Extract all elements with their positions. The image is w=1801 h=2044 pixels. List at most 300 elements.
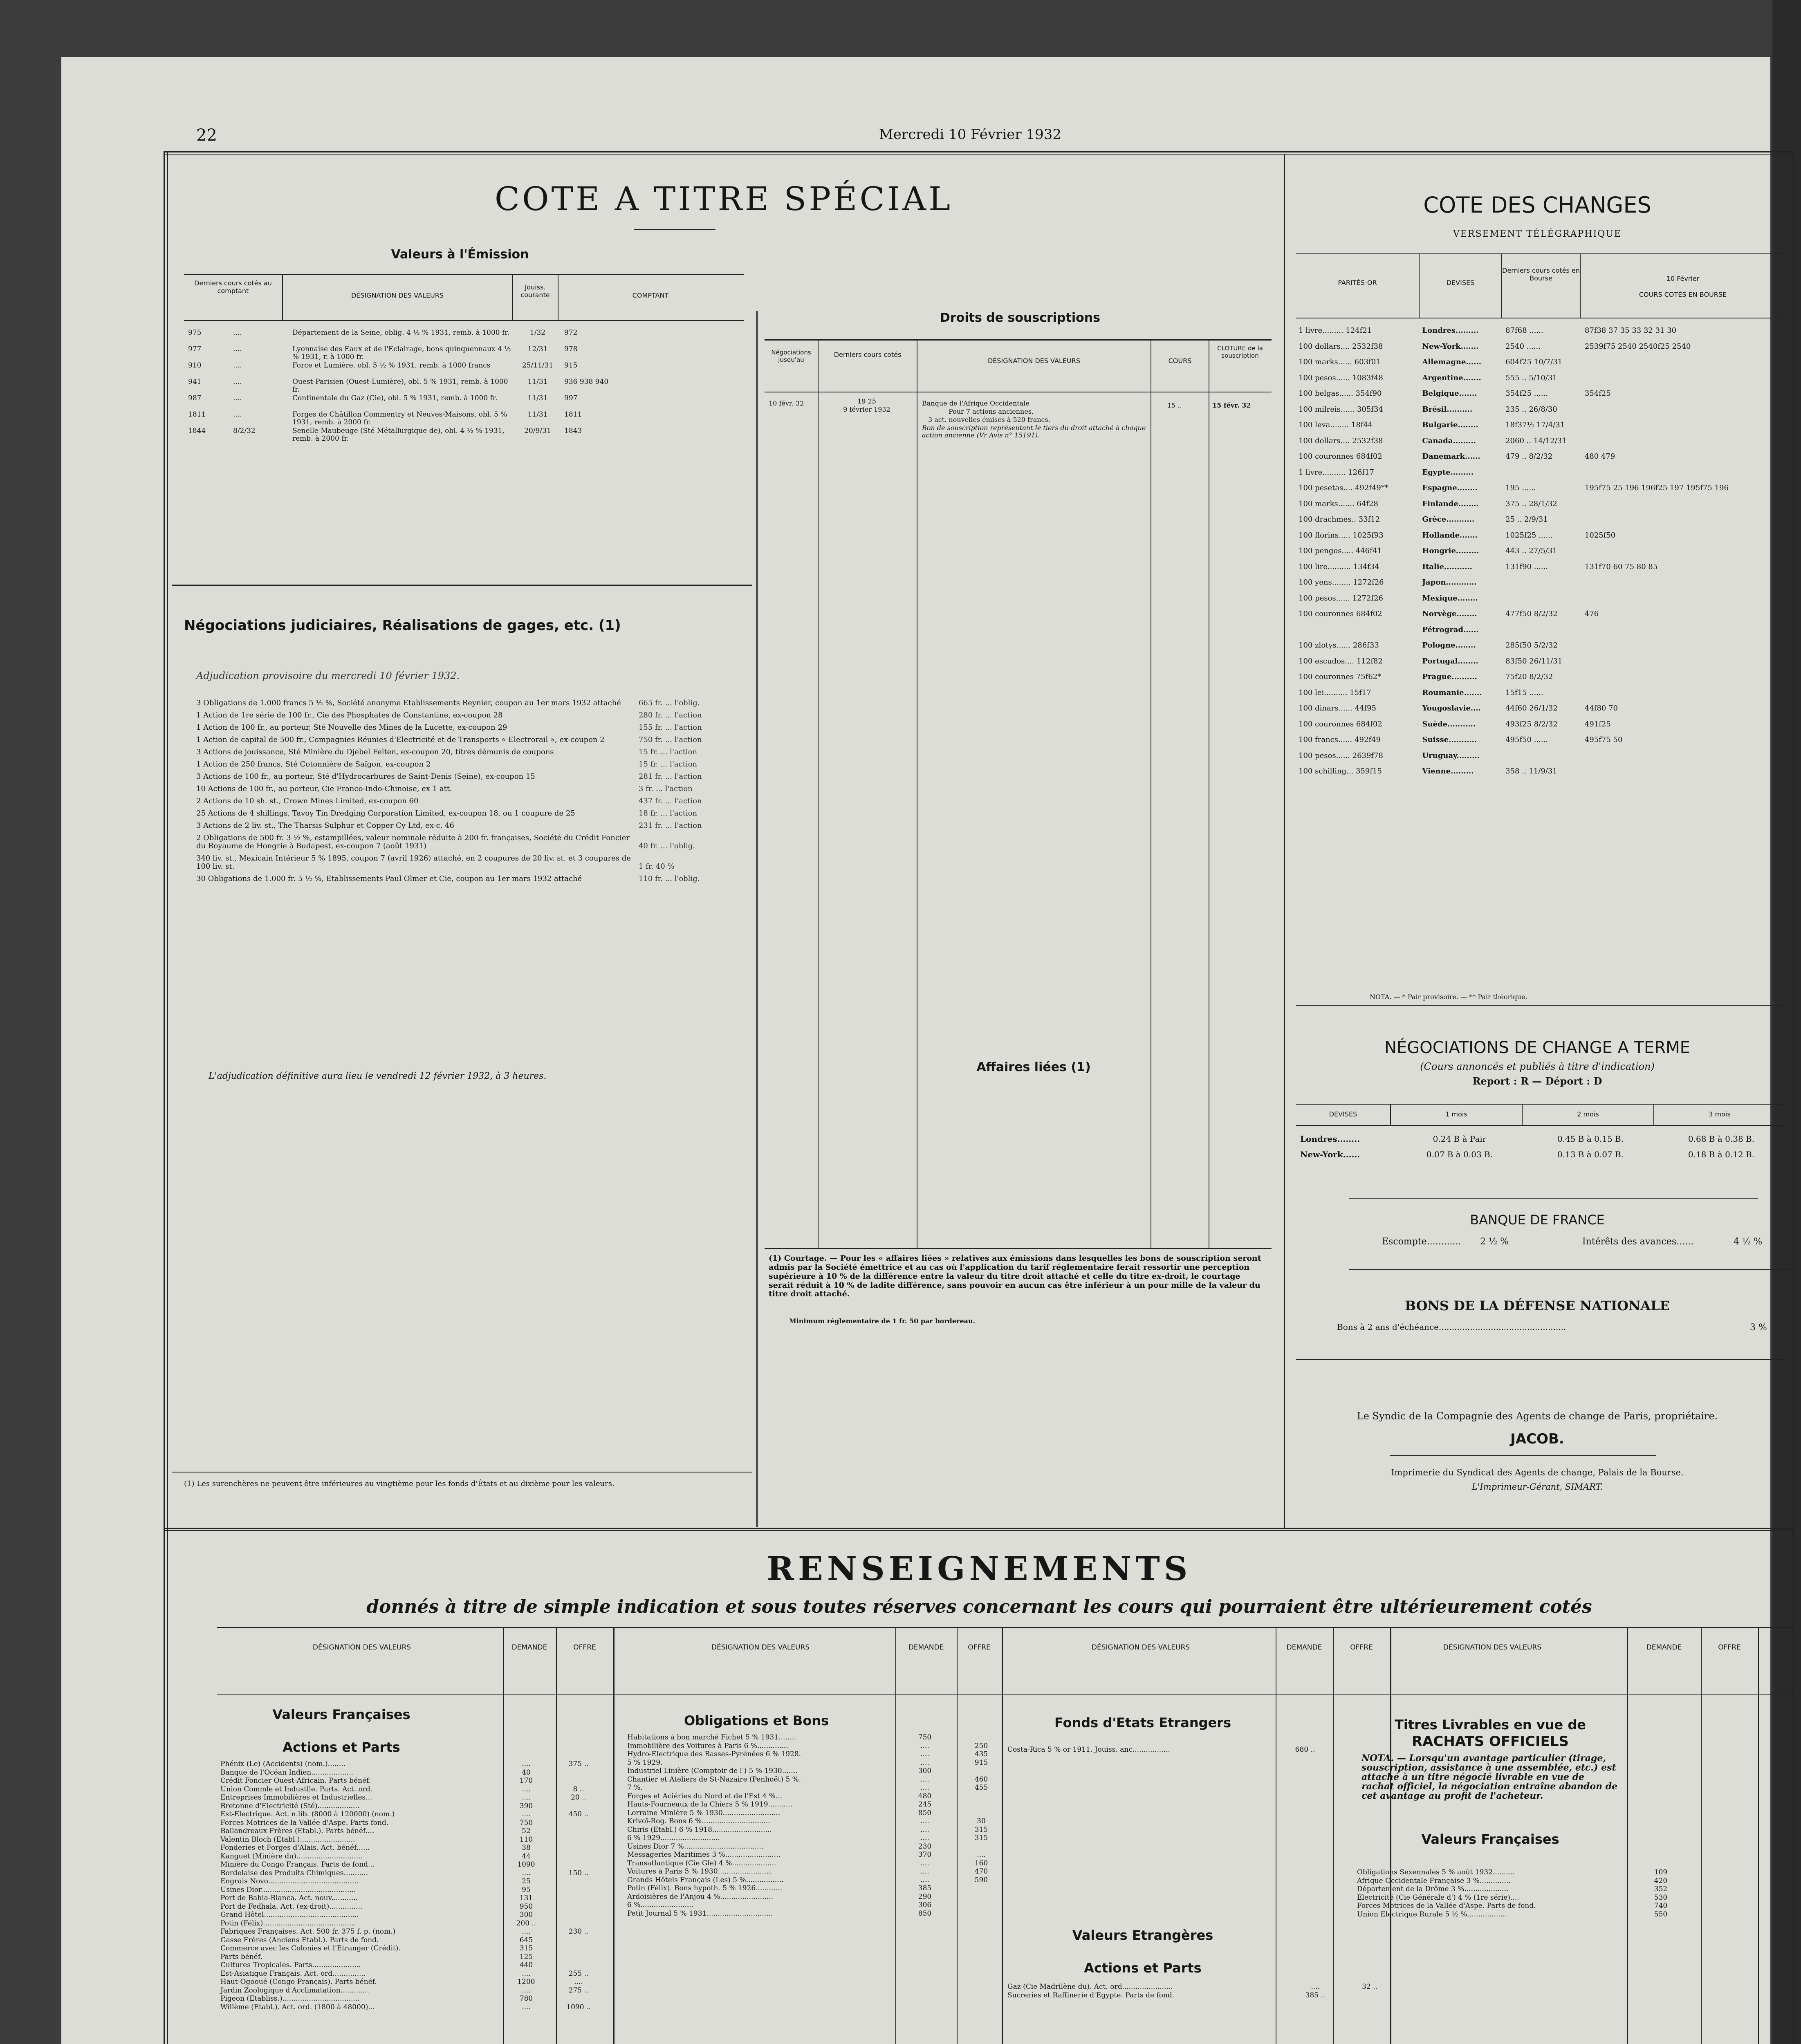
ren-vrule <box>1627 1628 1628 2044</box>
col1-row <box>219 1827 605 1836</box>
change-devise: Canada......... <box>1422 436 1476 445</box>
col4-h2: Valeurs Françaises <box>1421 1831 1559 1847</box>
terme-subtitle: (Cours annoncés et publiés à titre d'indication) <box>1420 1061 1655 1072</box>
col2-demande: 230 <box>918 1842 932 1851</box>
change-cours <box>1582 626 1787 642</box>
change-row <box>1296 500 1787 516</box>
judiciaire-designation: 3 Actions de 100 fr., au porteur, Sté d'Hydrocarbures de Saint-Denis (Seine), ex-coupon 15 <box>196 772 535 781</box>
change-cours <box>1582 374 1787 390</box>
col2-offre: 250 <box>974 1741 988 1750</box>
ren-col-designation: DÉSIGNATION DES VALEURS <box>1443 1643 1542 1652</box>
change-last: 83f50 26/11/31 <box>1505 657 1563 666</box>
terme-value: 0.24 B à Pair <box>1433 1134 1487 1144</box>
col1-row <box>219 1785 605 1794</box>
col4-row <box>1355 1885 1749 1894</box>
col4-offre <box>1697 1877 1749 1885</box>
col2-offre <box>955 1809 1007 1818</box>
judiciaire-row <box>184 724 744 732</box>
change-parite: 100 belgas...... 354f90 <box>1299 389 1382 398</box>
change-row <box>1296 673 1787 689</box>
col2-row <box>626 1817 1007 1826</box>
judiciaires-subtitle: Adjudication provisoire du mercredi 10 février 1932. <box>196 670 460 681</box>
col-cours: COURS <box>1151 341 1209 392</box>
change-last: 358 .. 11/9/31 <box>1505 767 1557 775</box>
col1-row <box>219 1877 605 1886</box>
terme-row <box>1296 1134 1787 1150</box>
col2-designation: Chantier et Ateliers de St-Nazaire (Penhoët) 5 %. <box>627 1775 801 1784</box>
change-row <box>1296 343 1787 359</box>
col4-designation: Union Electrique Rurale 5 ½ %.................. <box>1357 1910 1507 1918</box>
emission-jouis: 11/31 <box>527 410 548 419</box>
col1-demande: 440 <box>519 1961 533 1969</box>
change-row <box>1296 594 1787 610</box>
col3-h3: Actions et Parts <box>1084 1960 1202 1976</box>
col1-row <box>219 1860 605 1869</box>
col1-demande: .... <box>522 1927 531 1936</box>
change-devise: Pétrograd...... <box>1422 625 1479 634</box>
col2-designation: Petit Journal 5 % 1931.............................. <box>627 1909 773 1918</box>
col1-row <box>219 1810 605 1819</box>
col2-demande: 850 <box>918 1809 932 1817</box>
sous-nego: 10 févr. 32 <box>769 399 804 407</box>
col2-designation: Krivoï-Rog. Bons 6 %............................... <box>627 1817 770 1825</box>
emission-rows <box>184 321 744 444</box>
judiciaires-footnote: (1) Les surenchères ne peuvent être inférieures au vingtième pour les fonds d'États et au dixième pour les valeurs. <box>184 1479 615 1488</box>
change-last <box>1503 468 1582 484</box>
col1-row <box>219 1760 605 1768</box>
change-devise: Pologne........ <box>1422 641 1476 650</box>
col2-demande: .... <box>920 1741 929 1750</box>
col1-designation: Commerce avec les Colonies et l'Etranger (Crédit). <box>220 1944 401 1952</box>
avances-label: Intérêts des avances...... <box>1582 1237 1694 1247</box>
emission-comptant: 915 <box>564 361 578 370</box>
col1-designation: Pigeon (Etabliss.)................................... <box>220 1995 360 2003</box>
judiciaire-row <box>184 809 744 818</box>
col4-row <box>1355 1902 1749 1910</box>
col1-demande: 315 <box>519 1944 533 1952</box>
col2-offre: 455 <box>974 1784 988 1792</box>
gerant: L'Imprimeur-Gérant, SIMART. <box>1471 1482 1603 1492</box>
col1-demande: 200 .. <box>516 1919 536 1927</box>
emission-row <box>184 411 744 427</box>
bons-label: Bons à 2 ans d'échéance................................................. <box>1337 1322 1566 1332</box>
col1-designation: Engrais Novo......................................... <box>220 1877 359 1885</box>
col-designation-2: DÉSIGNATION DES VALEURS <box>917 341 1151 392</box>
col1-row <box>219 1927 605 1936</box>
change-last: 493f25 8/2/32 <box>1505 719 1558 728</box>
col4-offre <box>1697 1894 1749 1902</box>
col1-row <box>219 1836 605 1844</box>
col1-offre <box>552 1802 605 1811</box>
courtage-footnote: (1) Courtage. — Pour les « affaires liées » relatives aux émissions dans lesquelles les bons de souscription seront admis par la Société émettrice et au cas où l'application du tarif réglementaire ferait ressortir une perception supérieure à 10 % de la différence entre la valeur du titre droit attaché et celle du titre ex-droit, le courtage serait réduit à 10 % de ladite différence, sans pouvoir en aucun cas être inférieur à un pour mille de la valeur du titre droit attaché. <box>769 1254 1261 1299</box>
change-last: 285f50 5/2/32 <box>1505 641 1558 650</box>
col4-offre <box>1697 1868 1749 1877</box>
change-cours <box>1582 515 1787 531</box>
judiciaire-row <box>184 785 744 793</box>
emission-table <box>184 275 744 444</box>
change-last: 195 ...... <box>1505 484 1536 492</box>
col2-row <box>626 1784 1007 1792</box>
col1-demande: .... <box>522 1810 531 1818</box>
change-row <box>1296 752 1787 768</box>
emission-jouis: 25/11/31 <box>522 361 554 370</box>
change-parite: 100 lei.......... 15f17 <box>1299 688 1371 697</box>
terme-devise: Londres........ <box>1300 1134 1360 1144</box>
terme-col-2: 2 mois <box>1523 1105 1654 1125</box>
col4-offre <box>1697 1885 1749 1894</box>
judiciaire-price: 750 fr. ... l'action <box>638 735 702 744</box>
change-devise: Brésil.......... <box>1422 405 1473 414</box>
souscriptions-table <box>765 341 1272 1526</box>
change-last: 235 .. 26/8/30 <box>1505 405 1557 414</box>
col2-row <box>626 1851 1007 1859</box>
change-last: 87f68 ...... <box>1505 326 1543 335</box>
col2-offre <box>955 1893 1007 1901</box>
sous-d4: Bon de souscription représentant le tiers du droit attaché à chaque action ancienne (Vr Avis n° 15191). <box>922 424 1146 439</box>
col1-offre <box>552 1819 605 1827</box>
col1-row <box>219 1894 605 1903</box>
col2-row <box>626 1901 1007 1910</box>
change-cours <box>1582 406 1787 421</box>
change-cours <box>1582 767 1787 783</box>
col-nego: Négociations jusqu'au <box>765 341 819 392</box>
col1-demande: 645 <box>519 1936 533 1944</box>
change-parite <box>1296 626 1420 642</box>
col-last-bourse: Derniers cours cotés en Bourse <box>1502 254 1581 318</box>
col1-demande: 750 <box>519 1818 533 1827</box>
col1-offre <box>552 1894 605 1903</box>
ren-vrule <box>1701 1628 1702 2044</box>
change-row <box>1296 704 1787 720</box>
judiciaire-row <box>184 797 744 805</box>
col1-demande: .... <box>522 1986 531 1995</box>
col1-designation: Gasse Frères (Anciens Etabl.). Parts de fond. <box>220 1936 379 1944</box>
judiciaire-row <box>184 711 744 719</box>
col4-demande: 550 <box>1654 1910 1668 1918</box>
col2-demande: .... <box>920 1758 929 1767</box>
judiciaire-price: 18 fr. ... l'action <box>638 809 698 818</box>
change-devise: Mexique........ <box>1422 594 1478 603</box>
col1-offre: 1090 .. <box>566 2003 591 2011</box>
col1-demande: 44 <box>522 1852 531 1860</box>
col1-designation: Parts bénéf. <box>220 1952 262 1961</box>
col1-designation: Cultures Tropicales. Parts...................... <box>220 1961 361 1969</box>
col4-row <box>1355 1868 1749 1877</box>
col2-demande: .... <box>920 1859 929 1867</box>
col2-offre: 30 <box>977 1817 986 1825</box>
bons-value: 3 % <box>1750 1322 1767 1333</box>
col1-offre <box>552 1860 605 1869</box>
change-row <box>1296 563 1787 579</box>
syndic-name: JACOB. <box>1510 1431 1564 1447</box>
col2-designation: 7 %. <box>627 1784 643 1792</box>
ren-vrule <box>1333 1628 1334 2044</box>
col1-demande: .... <box>522 1785 531 1793</box>
col1-demande: 110 <box>519 1835 533 1844</box>
emission-last: 1811 <box>188 410 206 419</box>
change-row <box>1296 657 1787 673</box>
col1-offre <box>552 1844 605 1852</box>
change-last: 477f50 8/2/32 <box>1505 610 1558 618</box>
cote-title: COTE A TITRE SPÉCIAL <box>494 180 953 218</box>
col1-designation: Union Commle et Industlle. Parts. Act. ord. <box>220 1785 373 1793</box>
page-number: 22 <box>196 126 217 145</box>
col1-demande: 38 <box>522 1844 531 1852</box>
col-cloture: CLOTURE de la souscription <box>1217 345 1263 359</box>
change-devise: Belgique....... <box>1422 389 1477 398</box>
terme-devise: New-York...... <box>1300 1150 1360 1159</box>
emission-last: 977 <box>188 345 202 353</box>
judiciaire-price: 281 fr. ... l'action <box>638 772 702 781</box>
judiciaire-designation: 1 Action de capital de 500 fr., Compagnies Réunies d'Electricité et de Transports « Electrorail », ex-coupon 2 <box>196 735 605 744</box>
col2-demande: .... <box>920 1775 929 1784</box>
judiciaire-row <box>184 854 744 871</box>
col1-demande: 131 <box>519 1894 533 1902</box>
col1-row <box>219 1886 605 1894</box>
change-devise: Hollande....... <box>1422 531 1478 540</box>
col1-offre <box>552 1919 605 1928</box>
change-cours <box>1582 358 1787 374</box>
judiciaire-row <box>184 834 744 850</box>
change-cours <box>1582 657 1787 673</box>
change-last: 375 .. 28/1/32 <box>1505 499 1557 508</box>
change-row <box>1296 327 1787 343</box>
col1-offre <box>552 1961 605 1970</box>
change-last: 2060 .. 14/12/31 <box>1505 436 1567 445</box>
col1-demande: 300 <box>519 1911 533 1919</box>
terme-rows <box>1296 1126 1787 1165</box>
change-row <box>1296 578 1787 594</box>
col-date: 10 Février <box>1666 275 1700 282</box>
change-row <box>1296 421 1787 437</box>
change-parite: 100 drachmes.. 33f12 <box>1299 515 1380 524</box>
col2-offre: 315 <box>974 1825 988 1834</box>
col1-row <box>219 1970 605 1978</box>
col2-designation: Ardoisières de l'Anjou 4 %........................ <box>627 1892 774 1901</box>
col1-designation: Valentin Bloch (Etabl.)......................... <box>220 1835 355 1844</box>
col4-row <box>1355 1877 1749 1885</box>
change-row <box>1296 484 1787 500</box>
col1-demande: .... <box>522 2003 531 2011</box>
change-cours: 491f25 <box>1584 719 1611 728</box>
ren-col-demande: DEMANDE <box>1646 1643 1682 1652</box>
change-last: 1025f25 ...... <box>1505 531 1553 540</box>
syndic-line: Le Syndic de la Compagnie des Agents de change de Paris, propriétaire. <box>1357 1410 1718 1422</box>
col1-designation: Banque de l'Océan Indien................... <box>220 1768 354 1777</box>
emission-designation: Continentale du Gaz (Cie), obl. 5 % 1931, remb. à 1000 fr. <box>292 394 498 402</box>
emission-designation: Senelle-Maubeuge (Sté Métallurgique de), obl. 4 ½ % 1931, remb. à 2000 fr. <box>292 427 505 443</box>
ren-col-designation: DÉSIGNATION DES VALEURS <box>711 1643 810 1652</box>
change-parite: 100 dinars...... 44f95 <box>1299 704 1377 713</box>
col3-h2: Valeurs Etrangères <box>1072 1927 1213 1943</box>
col2-designation: Lorraine Minière 5 % 1930.......................... <box>627 1809 781 1817</box>
renseignements-title: RENSEIGNEMENTS <box>767 1549 1192 1588</box>
change-parite: 100 pesos...... 1083f48 <box>1299 373 1383 382</box>
col2-row <box>626 1834 1007 1842</box>
change-parite: 100 dollars.... 2532f38 <box>1299 436 1383 445</box>
col2-designation: Voitures à Paris 5 % 1930......................... <box>627 1867 773 1876</box>
change-parite: 1 livre.......... 126f17 <box>1299 468 1374 477</box>
col2-offre: 160 <box>974 1859 988 1867</box>
changes-rows <box>1296 318 1787 783</box>
col2-offre: 915 <box>974 1758 988 1767</box>
col1-offre <box>552 1768 605 1777</box>
col2-designation: 6 % 1929........................... <box>627 1834 720 1842</box>
col1-offre <box>552 1911 605 1919</box>
change-devise: Suisse........... <box>1422 735 1477 744</box>
col3-h1: Fonds d'Etats Etrangers <box>1054 1715 1231 1730</box>
change-last: 604f25 10/7/31 <box>1505 358 1563 366</box>
emission-jouis: 11/31 <box>527 378 548 386</box>
emission-designation: Forges de Châtillon Commentry et Neuves-Maisons, obl. 5 % 1931, remb. à 2000 fr. <box>292 410 507 426</box>
change-devise: Egypte......... <box>1422 468 1474 477</box>
change-cours <box>1582 752 1787 768</box>
change-devise: Uruguay......... <box>1422 751 1480 760</box>
terme-row <box>1296 1150 1787 1165</box>
change-parite: 100 francs...... 492f49 <box>1299 735 1381 744</box>
col2-demande: 306 <box>918 1901 932 1909</box>
col1-demande: 780 <box>519 1995 533 2003</box>
terme-col-1: 1 mois <box>1391 1105 1523 1125</box>
col1-designation: Haut-Ogooué (Congo Français). Parts bénéf. <box>220 1978 377 1986</box>
escompte-value: 2 ½ % <box>1480 1237 1509 1247</box>
col2-designation: Chiris (Etabl.) 6 % 1918........................... <box>627 1825 772 1834</box>
change-devise: Portugal........ <box>1422 657 1478 666</box>
col1-designation: Port de Fedhala. Act. (ex-droit)............... <box>220 1902 363 1911</box>
sous-cours: 15 .. <box>1167 401 1182 409</box>
emission-last-date: 8/2/32 <box>233 427 256 435</box>
ren-vrule <box>613 1628 615 2044</box>
change-parite: 100 marks...... 603f01 <box>1299 358 1381 366</box>
change-devise: Vienne......... <box>1422 767 1474 775</box>
change-parite: 100 marks....... 64f28 <box>1299 499 1378 508</box>
col2-designation: Grands Hôtels Français (Les) 5 %................. <box>627 1876 784 1884</box>
col2-row <box>626 1842 1007 1851</box>
judiciaire-row <box>184 822 744 830</box>
col1-offre <box>552 1827 605 1836</box>
col4-offre <box>1697 1902 1749 1910</box>
col2-demande: 300 <box>918 1767 932 1775</box>
change-devise: Danemark...... <box>1422 452 1480 461</box>
emission-last-date: .... <box>233 329 242 337</box>
newspaper-page <box>61 57 1770 2044</box>
col2-h1: Obligations et Bons <box>684 1713 829 1728</box>
emission-last-date: .... <box>233 394 242 402</box>
sous-last-date: 9 février 1932 <box>843 406 890 413</box>
emission-row <box>184 394 744 411</box>
sous-cloture: 15 févr. 32 <box>1212 401 1251 409</box>
renseignements-subtitle: donnés à titre de simple indication et sous toutes réserves concernant les cours qui pourraient être ultérieurement cotés <box>366 1596 1592 1617</box>
col1-demande: .... <box>522 1760 531 1768</box>
col1-demande: .... <box>522 1969 531 1978</box>
judiciaire-price: 665 fr. ... l'oblig. <box>638 699 700 707</box>
change-row <box>1296 374 1787 390</box>
col3-designation: Sucreries et Raffinerie d'Egypte. Parts de fond. <box>1007 1991 1175 1999</box>
col1-row <box>219 1978 605 1986</box>
judiciaire-price: 15 fr. ... l'action <box>638 760 698 769</box>
change-last <box>1503 578 1582 594</box>
emission-comptant: 972 <box>564 329 578 337</box>
ren-col-demande: DEMANDE <box>511 1643 547 1652</box>
col3-row <box>1006 1983 1396 1991</box>
col3-offre <box>1343 1991 1396 2000</box>
change-cours <box>1582 500 1787 516</box>
col1-designation: Fonderies et Forges d'Alais. Act. bénéf...... <box>220 1844 370 1852</box>
col2-designation: Immobilière des Voitures à Paris 6 %.............. <box>627 1741 788 1750</box>
judiciaire-row <box>184 736 744 744</box>
change-last: 555 .. 5/10/31 <box>1505 373 1557 382</box>
col1-offre: .... <box>574 1978 583 1986</box>
col1-demande: .... <box>522 1869 531 1877</box>
ren-col-offre: OFFRE <box>968 1643 991 1652</box>
banque-title: BANQUE DE FRANCE <box>1470 1212 1605 1228</box>
emission-title: Valeurs à l'Émission <box>391 247 529 262</box>
col2-offre <box>955 1842 1007 1851</box>
avances-value: 4 ½ % <box>1734 1237 1763 1247</box>
col1-offre <box>552 1995 605 2003</box>
col1-h1: Valeurs Françaises <box>272 1707 410 1722</box>
col2-demande: 290 <box>918 1892 932 1901</box>
col4-demande: 109 <box>1654 1868 1668 1876</box>
change-devise: Norvège........ <box>1422 610 1477 618</box>
col1-row <box>219 1844 605 1852</box>
change-cours: 195f75 25 196 196f25 197 195f75 196 <box>1584 484 1729 492</box>
judiciaire-designation: 25 Actions de 4 shillings, Tavoy Tin Dredging Corporation Limited, ex-coupon 18, ou 1 coupure de 25 <box>196 809 575 818</box>
sous-d1: Banque de l'Afrique Occidentale <box>922 399 1029 407</box>
emission-designation: Force et Lumière, obl. 5 ½ % 1931, remb. à 1000 francs <box>292 361 491 370</box>
col2-designation: Hydro-Electrique des Basses-Pyrénées 6 % 1928. <box>627 1750 801 1758</box>
judiciaire-designation: 10 Actions de 100 fr., au porteur, Cie Franco-Indo-Chinoise, ex 1 att. <box>196 784 452 793</box>
col2-row <box>626 1867 1007 1876</box>
ren-col-demande: DEMANDE <box>908 1643 944 1652</box>
emission-comptant: 997 <box>564 394 578 402</box>
col2-demande: 385 <box>918 1884 932 1892</box>
col-parites: PARITÉS-OR <box>1296 254 1420 318</box>
change-row <box>1296 720 1787 736</box>
col2-offre: 435 <box>974 1750 988 1758</box>
change-devise: Japon............ <box>1422 578 1477 587</box>
courtage-footnote-min: Minimum réglementaire de 1 fr. 50 par bordereau. <box>789 1317 976 1325</box>
col1-row <box>219 1986 605 1995</box>
change-row <box>1296 390 1787 406</box>
col1-offre: 150 .. <box>568 1869 589 1877</box>
terme-table <box>1296 1104 1787 1165</box>
judiciaire-designation: 2 Obligations de 500 fr. 3 ½ %, estampillées, valeur nominale réduite à 200 fr. françaises, Société du Crédit Foncier du Royaume de Hongrie à Budapest, ex-coupon 7 (août 1931) <box>196 834 630 850</box>
ren-vrule <box>1758 1628 1759 2044</box>
col1-row <box>219 1961 605 1970</box>
col-designation: DÉSIGNATION DES VALEURS <box>283 275 513 320</box>
col2-designation: Forges et Aciéries du Nord et de l'Est 4 %... <box>627 1792 783 1800</box>
col1-designation: Jardin Zoologique d'Acclimatation............. <box>220 1986 369 1995</box>
judiciaire-price: 155 fr. ... l'action <box>638 723 702 732</box>
judiciaire-price: 40 fr. ... l'oblig. <box>638 842 695 850</box>
imprimerie: Imprimerie du Syndicat des Agents de change, Palais de la Bourse. <box>1391 1468 1684 1477</box>
col4-nota: NOTA. — Lorsqu'un avantage particulier (tirage, souscription, assistance à une assemblée, etc.) est attaché à un titre négocié livrable en vue de rachat officiel, la négociation entraîne abandon de cet avantage au profit de l'acheteur. <box>1361 1753 1618 1802</box>
judiciaire-designation: 3 Obligations de 1.000 francs 5 ½ %, Société anonyme Etablissements Reynier, coupon au 1er mars 1932 attaché <box>196 699 621 707</box>
col1-row <box>219 1802 605 1811</box>
col2-offre <box>955 1792 1007 1801</box>
change-cours: 131f70 60 75 80 85 <box>1584 562 1658 571</box>
change-parite: 100 florins..... 1025f93 <box>1299 531 1384 540</box>
col1-designation: Est-Asiatique Français. Act. ord............... <box>220 1969 366 1978</box>
col1-designation: Crédit Foncier Ouest-Africain. Parts bénéf. <box>220 1777 371 1785</box>
col1-row <box>219 2003 605 2012</box>
change-parite: 100 schilling... 359f15 <box>1299 767 1382 775</box>
col2-row <box>626 1733 1007 1742</box>
col1-offre: 255 .. <box>568 1969 589 1978</box>
col1-row <box>219 1995 605 2003</box>
change-row <box>1296 626 1787 642</box>
